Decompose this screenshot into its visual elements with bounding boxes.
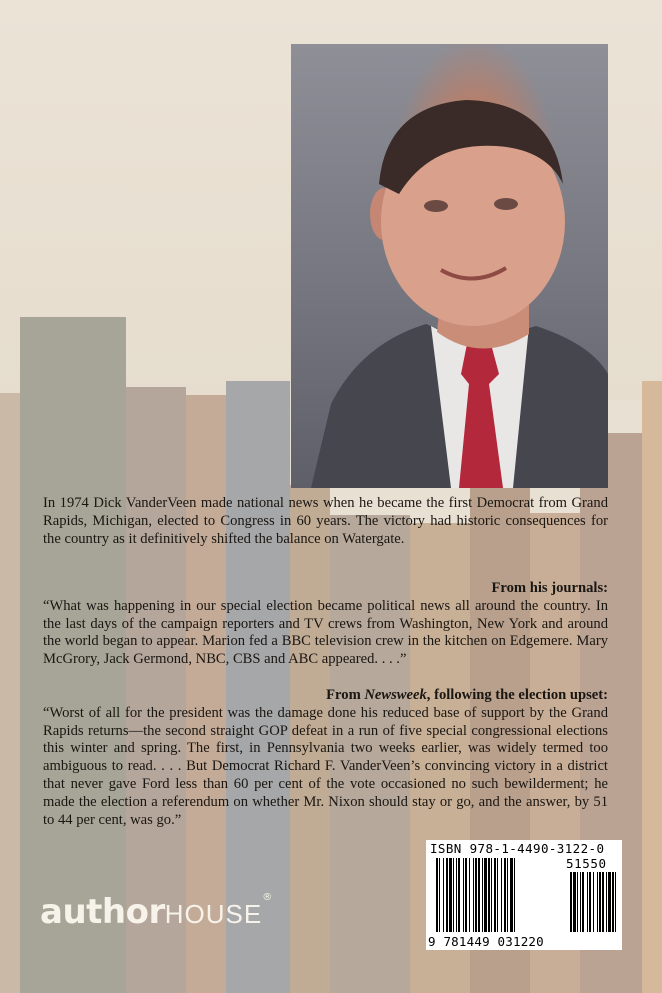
logo-registered-mark: ® [262,892,272,903]
isbn-label: ISBN 978-1-4490-3122-0 [430,841,605,856]
newsweek-heading-prefix: From [326,687,365,703]
journals-quote: “What was happening in our special election became political news all around the country. In the last days of the campaign reporters and TV crews from Washington, New York and around the world began to appear. Marion fed a BBC television crew in the kitchen on Edgemere. Mary McGrory, Jack Germond, NBC, CBS and ABC appeared. . . .” [43,597,608,668]
decor-bar [642,381,662,993]
newsweek-heading-suffix: , following the election upset: [426,687,608,703]
portrait-illustration [291,44,608,488]
newsweek-source: Newsweek [364,687,427,703]
logo-author-text: author [40,892,165,932]
price-code: 51550 [566,856,607,871]
newsweek-heading [43,687,608,705]
author-portrait [291,44,608,488]
newsweek-quote: “Worst of all for the president was the damage done his reduced base of support by the Grand Rapids returns—the second straight GOP defeat in a run of five special congressional elections this winter and spring. The first, in Pennsylvania two weeks earlier, was widely termed too ambiguous to read. . . . But Democrat Richard F. VanderVeen’s convincing victory in a district that never gave Ford less than 60 per cent of the vote occasioned no such bewilderment; he made the election a referendum on whether Mr. Nixon should stay or go, and the answer, by 51 to 44 per cent, was go.” [43,704,608,828]
newsweek-section [43,687,608,829]
barcode-number: 9 781449 031220 [428,934,544,949]
journals-section [43,580,608,669]
publisher-logo [40,892,272,932]
journals-heading: From his journals: [491,580,608,596]
decor-bar [0,393,20,993]
isbn-barcode [426,840,622,950]
intro-paragraph: In 1974 Dick VanderVeen made national news when he became the first Democrat from Grand Rapids, Michigan, elected to Congress in 60 years. The victory had historic consequences for the country as it definitively shifted the balance on Watergate. [43,495,608,547]
logo-house-text: HOUSE [164,899,263,929]
